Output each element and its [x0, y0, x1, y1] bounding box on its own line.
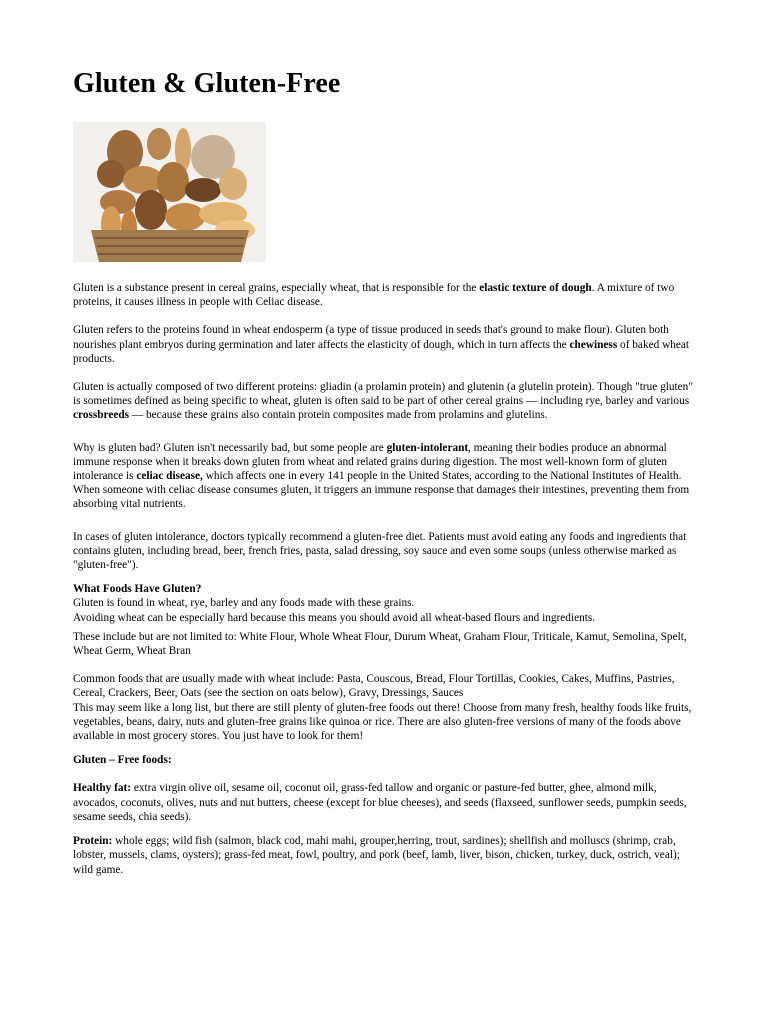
article-body — [73, 281, 693, 877]
paragraph-avoid-wheat: Avoiding wheat can be especially hard because this means you should avoid all wheat-based flours and ingredients. — [73, 611, 596, 624]
paragraph-common-foods: Common foods that are usually made with wheat include: Pasta, Couscous, Bread, Flour Tortillas, Cookies, Cakes, Muffins, Pastries, Cereal, Crackers, Beer, Oats (see the section on oats below), Gravy, Dressings, Sauces — [73, 673, 675, 700]
paragraph-long-list: This may seem like a long list, but there are still plenty of gluten-free foods out there! Choose from many fresh, healthy foods like fruits, vegetables, beans, dairy, nuts and gluten-free grains like quinoa or rice. There are also gluten-free versions of many of the foods above available in most grocery stores. You just have to look for them! — [73, 701, 692, 743]
paragraph-intolerance: Why is gluten bad? Gluten isn't necessarily bad, but some people are gluten-intolerant, meaning their bodies produce an abnormal immune response when it breaks down gluten from wheat and related grains during digestion. The most well-known form of gluten intolerance is celiac disease, which affects one in every 141 people in the United States, according to the National Institutes of Health. When someone with celiac disease consumes gluten, it triggers an immune response that damages their intestines, preventing them from absorbing vital nutrients. — [73, 441, 690, 511]
paragraph-composition: Gluten is actually composed of two different proteins: gliadin (a prolamin protein) and glutenin (a glutelin protein). Though "true gluten" is sometimes defined as being specific to wheat, gluten is often said to be part of other cereal grains — including rye, barley and various crossbreeds — because these grains also contain protein composites made from prolamins and glutelins. — [73, 381, 693, 422]
page-title: Gluten & Gluten-Free — [73, 68, 341, 99]
bread-basket-image — [73, 122, 266, 262]
paragraph-definition: Gluten refers to the proteins found in wheat endosperm (a type of tissue produced in seeds that's ground to make flour). Gluten both nourishes plant embryos during germination and later affects the elasticity of dough, which in turn affects the chewiness of baked wheat products. — [73, 324, 690, 365]
paragraph-flours: These include but are not limited to: White Flour, Whole Wheat Flour, Durum Wheat, Graham Flour, Triticale, Kamut, Semolina, Spelt, Wheat Germ, Wheat Bran — [73, 630, 687, 658]
heading-what-foods: What Foods Have Gluten? — [73, 583, 202, 596]
paragraph-intro: Gluten is a substance present in cereal grains, especially wheat, that is responsible for the elastic texture of dough. A mixture of two proteins, it causes illness in people with Celiac disease. — [73, 282, 675, 309]
paragraph-healthy-fat: Healthy fat: extra virgin olive oil, sesame oil, coconut oil, grass-fed tallow and organic or pasture-fed butter, ghee, almond milk, avocados, coconuts, olives, nuts and nut butters, cheese (except for blue cheeses), and seeds (flaxseed, sunflower seeds, pumpkin seeds, sesame seeds, chia seeds). — [73, 782, 687, 823]
heading-gluten-free-foods: Gluten – Free foods: — [73, 754, 172, 767]
paragraph-protein: Protein: whole eggs; wild fish (salmon, black cod, mahi mahi, grouper,herring, trout, sardines); shellfish and molluscs (shrimp, crab, lobster, mussels, clams, oysters); grass-fed meat, fowl, poultry, and pork (beef, lamb, liver, bison, chicken, turkey, duck, ostrich, veal); wild game. — [73, 835, 680, 876]
paragraph-found-in: Gluten is found in wheat, rye, barley and any foods made with these grains. — [73, 597, 415, 610]
paragraph-diet: In cases of gluten intolerance, doctors typically recommend a gluten-free diet. Patients must avoid eating any foods and ingredients that contains gluten, including bread, beer, french fries, pasta, salad dressing, soy sauce and even some soups (unless otherwise marked as "gluten-free"). — [73, 530, 687, 572]
